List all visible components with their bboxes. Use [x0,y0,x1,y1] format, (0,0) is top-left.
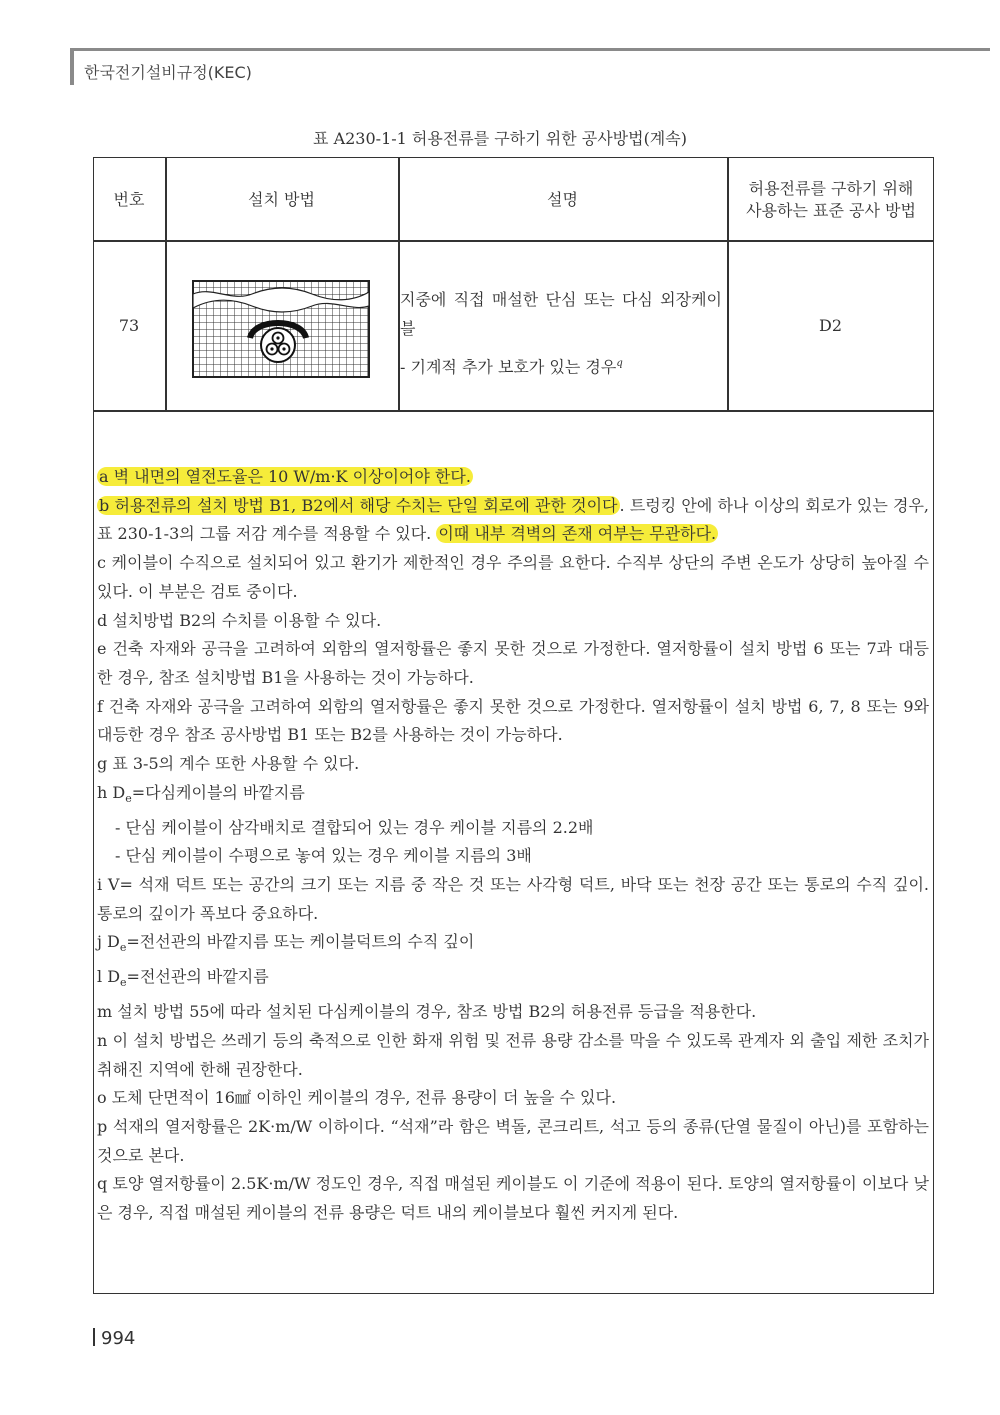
page-number-bar [93,1328,95,1346]
note-h-post: =다심케이블의 바깥지름 [131,782,305,802]
row-divider [93,410,934,412]
highlight-a: a 벽 내면의 열전도율은 10 W/m·K 이상이어야 한다. [99,467,471,486]
row-reference: D2 [818,315,842,335]
table-caption: 표 A230-1-1 허용전류를 구하기 위한 공사방법(계속) [313,129,687,148]
row-description-main: 지중에 직접 매설한 단심 또는 다심 외장케이블 [400,290,722,338]
page-number [93,1328,135,1349]
note-j-post: =전선관의 바깥지름 또는 케이블덕트의 수직 깊이 [126,932,475,952]
note-q: q 토양 열저항률이 2.5K·m/W 정도인 경우, 직접 매설된 케이블도 이 기준에 적용이 된다. 토양의 열저항률이 이보다 낮은 경우, 직접 매설된 케이블의 전류 용량은 덕트 내의 케이블보다 훨씬 커지게 된다. [97,1174,929,1223]
note-g: g 표 3-5의 계수 또한 사용할 수 있다. [97,754,360,774]
note-h [97,779,929,814]
footnote-ref-q: q [616,358,623,369]
running-head: 한국전기설비규정(KEC) [84,63,252,82]
note-e: e 건축 자재와 공극을 고려하여 외함의 열저항률은 좋지 못한 것으로 가정한다. 열저항률이 설치 방법 6 또는 7과 대등한 경우, 참조 설치방법 B1을 사용하는 것이 가능하다. [97,639,929,687]
note-c: c 케이블이 수직으로 설치되어 있고 환기가 제한적인 경우 주의를 요한다. 수직부 상단의 주변 온도가 상당히 높아질 수 있다. 이 부분은 검토 중이다. [97,553,929,601]
note-h-pre: h D [97,782,126,802]
note-j [97,928,929,963]
note-h-sub: e [125,791,132,805]
note-o: o 도체 단면적이 16㎟ 이하인 케이블의 경우, 전류 용량이 더 높을 수 있다. [97,1088,617,1108]
note-l-post: =전선관의 바깥지름 [126,967,269,987]
note-n: n 이 설치 방법은 쓰레기 등의 축적으로 인한 화재 위험 및 전류 용량 감소를 막을 수 있도록 관계자 외 출입 제한 조치가 취해진 지역에 한해 권장한다. [97,1030,929,1079]
note-h-item-2: - 단심 케이블이 수평으로 놓여 있는 경우 케이블 지름의 3배 [115,846,532,866]
note-p: p 석재의 열저항률은 2K·m/W 이하이다. “석재”라 함은 벽돌, 콘크리트, 석고 등의 종류(단열 물질이 아닌)를 포함하는 것으로 본다. [97,1117,929,1165]
row-description-case-text: - 기계적 추가 보호가 있는 경우 [400,357,617,377]
note-l-pre: l D [97,967,121,987]
row-description [400,285,722,381]
note-f: f 건축 자재와 공극을 고려하여 외함의 열저항률은 좋지 못한 것으로 가정한다. 열저항률이 설치 방법 6, 7, 8 또는 9와 대등한 경우 참조 공사방법 B1 또는 B2를 사용하는 것이 가능하다. [97,696,929,745]
note-l [97,963,929,998]
row-number: 73 [118,315,140,335]
header-reference: 허용전류를 구하기 위해 사용하는 표준 공사 방법 [746,179,916,220]
note-l-sub: e [120,976,127,990]
buried-cable-illustration [192,280,370,378]
header-mark [70,51,74,85]
header-installation: 설치 방법 [248,190,315,209]
header-number: 번호 [113,190,145,209]
note-b [97,492,929,549]
page-number-text: 994 [101,1328,136,1349]
note-j-pre: j D [97,932,120,952]
footnotes [97,463,929,1228]
highlight-b1: b 허용전류의 설치 방법 B1, B2에서 해당 수치는 단일 회로에 관한 것이다 [99,495,618,515]
note-d: d 설치방법 B2의 수치를 이용할 수 있다. [97,610,382,630]
note-i: i V= 석재 덕트 또는 공간의 크기 또는 지름 중 작은 것 또는 사각형 덕트, 바닥 또는 천장 공간 또는 통로의 수직 깊이. 통로의 깊이가 폭보다 중요하다. [97,875,929,923]
note-a [97,463,929,492]
row-description-case [400,349,722,381]
note-b-text: . 트렁킹 안에 하나 이상의 회로가 있는 경우, 표 230-1-3의 그룹 저감 계수를 적용할 수 있다. [97,495,929,544]
note-j-sub: e [119,941,127,955]
note-h-item-1: - 단심 케이블이 삼각배치로 결합되어 있는 경우 케이블 지름의 2.2배 [115,817,594,837]
highlight-b2: 이때 내부 격벽의 존재 여부는 무관하다. [438,524,717,544]
note-m: m 설치 방법 55에 따라 설치된 다심케이블의 경우, 참조 방법 B2의 허용전류 등급을 적용한다. [97,1002,757,1022]
header-description: 설명 [547,190,578,209]
